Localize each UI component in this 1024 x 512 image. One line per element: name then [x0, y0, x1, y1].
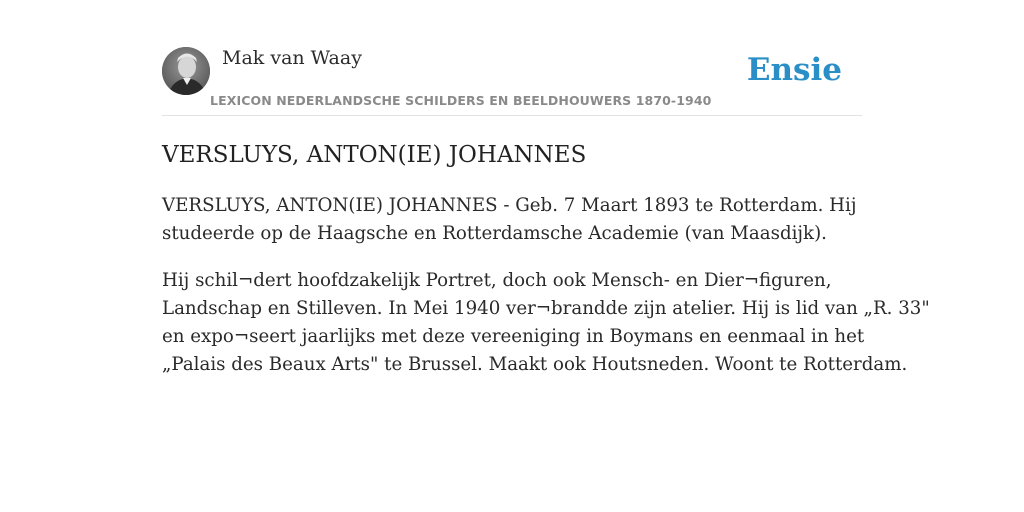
paragraph [162, 192, 864, 248]
article-body [162, 192, 930, 398]
paragraph-line: en expo¬seert jaarlijks met deze vereeniging in Boymans en eenmaal in het [162, 326, 865, 347]
paragraph-line: Hij schil¬dert hoofdzakelijk Portret, doch ook Mensch- en Dier¬figuren, [162, 270, 832, 291]
paragraph-line: VERSLUYS, ANTON(IE) JOHANNES - Geb. 7 Maart 1893 te Rotterdam. Hij [162, 195, 857, 216]
page-container [162, 0, 930, 512]
page-title: VERSLUYS, ANTON(IE) JOHANNES [162, 142, 587, 168]
paragraph-line: studeerde op de Haagsche en Rotterdamsche Academie (van Maasdijk). [162, 223, 827, 244]
avatar[interactable] [162, 47, 210, 95]
lexicon-subtitle: LEXICON NEDERLANDSCHE SCHILDERS EN BEELDHOUWERS 1870-1940 [210, 93, 712, 108]
paragraph-line: Landschap en Stilleven. In Mei 1940 ver¬brandde zijn atelier. Hij is lid van „R. 33" [162, 298, 930, 319]
brand-logo[interactable]: Ensie [746, 52, 842, 88]
header [162, 0, 862, 116]
paragraph [162, 267, 930, 379]
author-name[interactable]: Mak van Waay [222, 47, 362, 69]
paragraph-line: „Palais des Beaux Arts" te Brussel. Maakt ook Houtsneden. Woont te Rotterdam. [162, 354, 908, 375]
author-portrait-icon [162, 47, 210, 95]
